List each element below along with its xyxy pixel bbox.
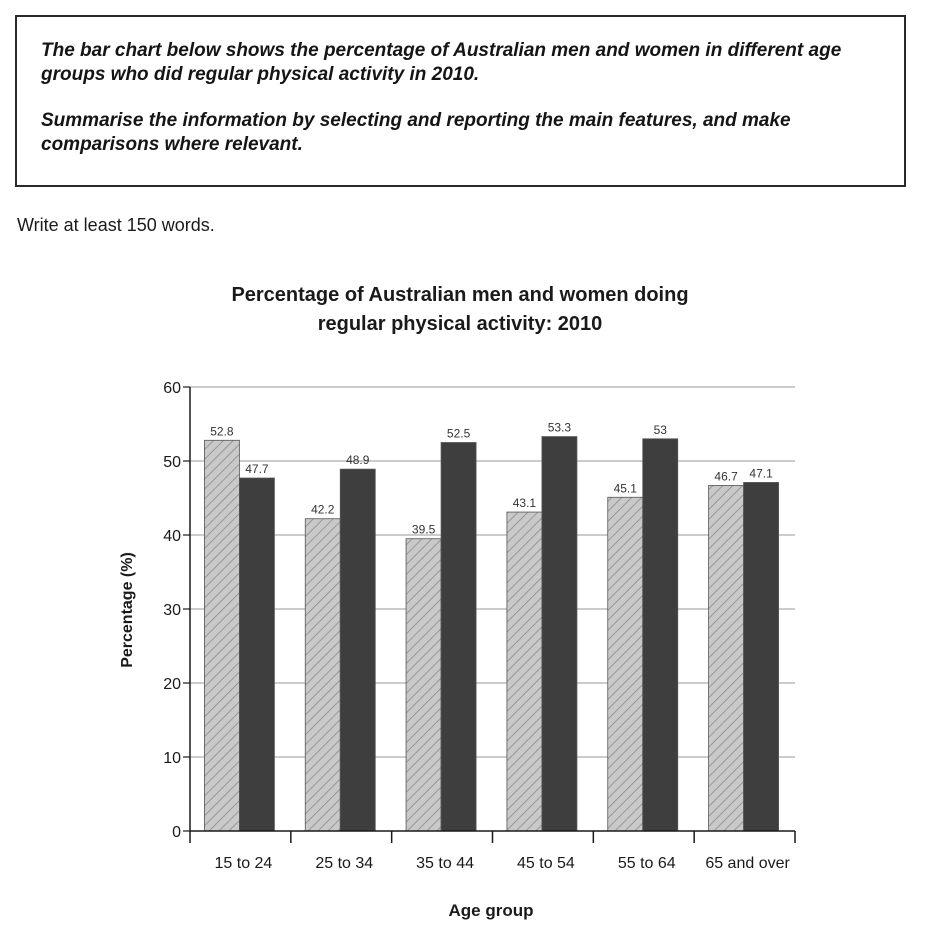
bar-women — [643, 439, 678, 831]
bar-men — [305, 519, 340, 831]
bar-women — [542, 437, 577, 831]
x-tick-label: 15 to 24 — [214, 855, 273, 872]
bar-men — [406, 539, 441, 831]
data-label: 46.7 — [714, 469, 738, 484]
x-axis-title: Age group — [448, 901, 534, 920]
y-tick-label: 50 — [163, 454, 181, 471]
y-tick-label: 0 — [172, 824, 181, 841]
data-label: 39.5 — [411, 522, 436, 537]
chart-title-line-2: regular physical activity: 2010 — [317, 313, 603, 335]
bar-men — [204, 440, 239, 831]
data-label: 53.3 — [547, 420, 572, 435]
x-tick-label: 45 to 54 — [517, 855, 575, 872]
data-label: 43.1 — [512, 496, 537, 511]
y-tick-label: 40 — [163, 528, 181, 545]
y-tick-label: 30 — [163, 602, 181, 619]
y-tick-label: 10 — [163, 750, 181, 767]
y-tick-label: 20 — [163, 676, 181, 693]
y-tick-label: 60 — [163, 380, 181, 397]
x-tick-label: 55 to 64 — [617, 855, 676, 872]
chart-title-line-1: Percentage of Australian men and women doing — [231, 284, 689, 306]
task-paragraph-2: Summarise the information by selecting and reporting the main features, and make comparisons where relevant. — [41, 110, 791, 155]
bar-men — [709, 485, 744, 831]
data-label: 53 — [653, 422, 667, 437]
data-label: 48.9 — [346, 453, 370, 468]
data-label: 52.8 — [210, 424, 234, 439]
data-label: 47.7 — [245, 462, 269, 477]
y-axis-title: Percentage (%) — [119, 552, 136, 668]
bar-men — [608, 497, 643, 831]
bar-women — [340, 469, 375, 831]
bar-women — [441, 443, 476, 832]
word-count-instruction: Write at least 150 words. — [17, 215, 215, 235]
bar-women — [744, 482, 779, 831]
bar-women — [239, 478, 274, 831]
data-label: 52.5 — [446, 426, 471, 441]
task-paragraph-1: The bar chart below shows the percentage of Australian men and women in different age groups who did regular physical activity in 2010. — [41, 40, 842, 85]
x-tick-label: 25 to 34 — [315, 855, 374, 872]
x-tick-label: 35 to 44 — [416, 855, 474, 872]
bar-men — [507, 512, 542, 831]
data-label: 45.1 — [613, 481, 637, 496]
data-label: 47.1 — [749, 466, 773, 481]
x-tick-label: 65 and over — [705, 855, 790, 872]
data-label: 42.2 — [311, 502, 335, 517]
